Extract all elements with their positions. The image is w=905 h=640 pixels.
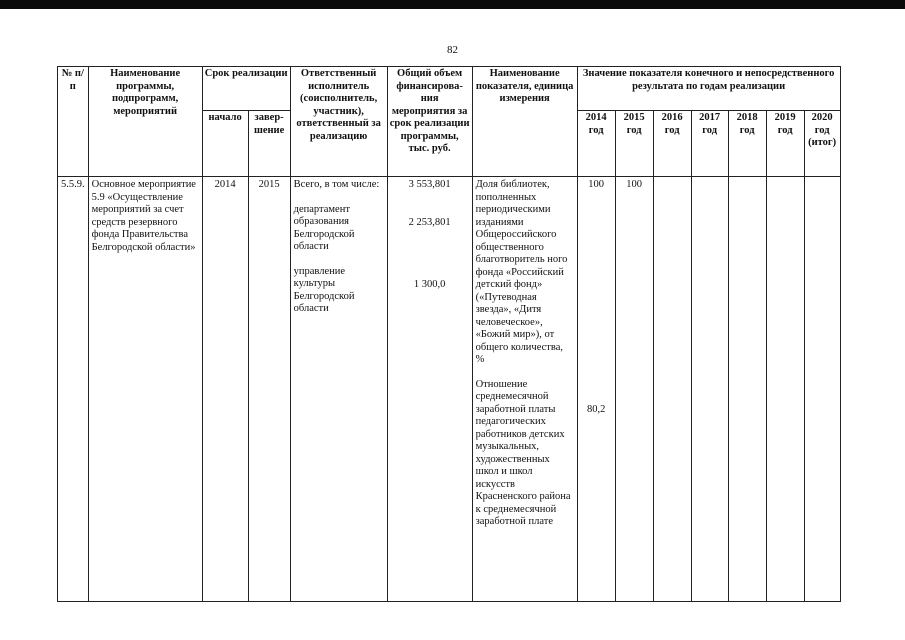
value-2014-salary: 80,2 xyxy=(586,403,606,415)
value-2015-libraries: 100 xyxy=(626,179,642,190)
header-term: Срок реализации xyxy=(202,67,290,111)
program-table xyxy=(57,66,841,602)
executor-culture-dept: управление культуры Белгородской области xyxy=(293,265,355,314)
header-finance: Общий объем финансирова-ния мероприятия за срок реализации программы, тыс. руб. xyxy=(387,67,472,177)
row-value-2018 xyxy=(728,177,766,602)
row-value-2019 xyxy=(766,177,804,602)
row-num: 5.5.9. xyxy=(58,177,89,602)
header-year-2020: 2020 год (итог) xyxy=(804,111,840,177)
executor-total: Всего, в том числе: xyxy=(293,179,380,190)
row-name: Основное мероприятие 5.9 «Осуществление мероприятий за счет средств резервного фонда Правительства Белгородской области» xyxy=(88,177,202,602)
row-value-2017 xyxy=(691,177,728,602)
row-executors xyxy=(290,177,387,602)
value-2014-libraries: 100 xyxy=(588,179,604,190)
header-year-2016: 2016 год xyxy=(653,111,691,177)
row-value-2016 xyxy=(653,177,691,602)
page-number: 82 xyxy=(447,44,458,56)
header-executor: Ответственный исполнитель (соисполнитель, участник), ответственный за реализацию xyxy=(290,67,387,177)
header-num: № п/п xyxy=(58,67,89,177)
row-end: 2015 xyxy=(248,177,290,602)
row-indicators xyxy=(472,177,577,602)
header-indicator: Наименование показателя, единица измерения xyxy=(472,67,577,177)
header-term-end: завер-шение xyxy=(248,111,290,177)
row-value-2014 xyxy=(577,177,615,602)
header-values-group: Значение показателя конечного и непосредственного результата по годам реализации xyxy=(577,67,840,111)
amount-total: 3 553,801 xyxy=(408,179,451,190)
header-year-2015: 2015 год xyxy=(615,111,653,177)
row-value-2015 xyxy=(615,177,653,602)
header-year-2014: 2014 год xyxy=(577,111,615,177)
header-name: Наименование программы, подпрограмм, мероприятий xyxy=(88,67,202,177)
row-finance xyxy=(387,177,472,602)
row-value-2020 xyxy=(804,177,840,602)
header-year-2018: 2018 год xyxy=(728,111,766,177)
header-year-2019: 2019 год xyxy=(766,111,804,177)
amount-education-dept: 2 253,801 xyxy=(408,216,451,228)
header-year-2017: 2017 год xyxy=(691,111,728,177)
table-row xyxy=(58,177,841,602)
amount-culture-dept: 1 300,0 xyxy=(413,279,446,290)
indicator-salary-ratio: Отношение среднемесячной заработной платы педагогических работников детских музыкальных, художественных школ и школ искусств Красненского района к среднемесячной заработной плате xyxy=(475,378,571,527)
row-start: 2014 xyxy=(202,177,248,602)
indicator-libraries: Доля библиотек, пополненных периодическими изданиями Общероссийского общественного благотворитель ного фонда «Российский детский фонд» («Путеводная звезда», «Дитя человеческое», «Божий мир»), от общего количества, % xyxy=(475,179,568,365)
executor-education-dept: департамент образования Белгородской области xyxy=(293,203,355,252)
scan-top-border xyxy=(0,0,905,9)
header-term-start: начало xyxy=(202,111,248,177)
